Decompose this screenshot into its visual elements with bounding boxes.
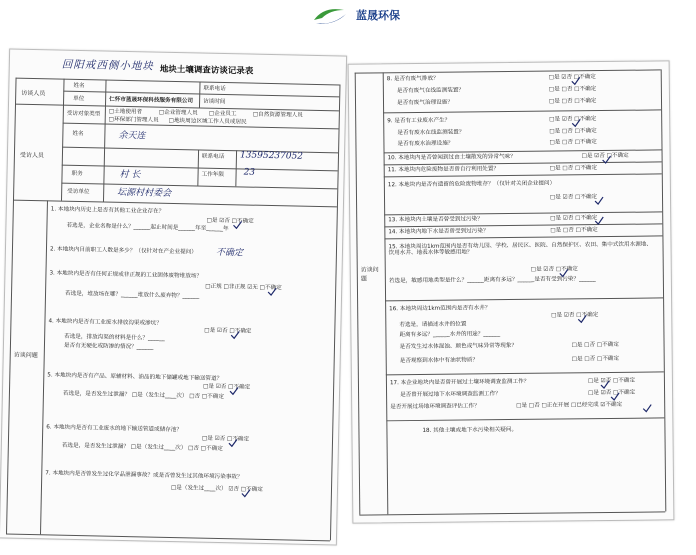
q8-text: 8. 是否有废气排放？: [386, 75, 439, 83]
q16-options[interactable]: □是 ☑否 □不确定: [551, 312, 599, 319]
contact2-label: 联系电话: [201, 153, 225, 161]
type-option-resource-admin[interactable]: □自然资源管理人员: [252, 111, 303, 119]
q6-options[interactable]: □是 ☑否 □不确定: [201, 435, 250, 443]
checkmark-icon: [594, 190, 604, 199]
checkmark-icon: [642, 398, 652, 407]
unit-value: 仁怀市蓝晟环保科技服务有限公司: [109, 96, 194, 105]
time-label: 访谈时间: [203, 98, 226, 106]
q9b-options[interactable]: □是 □否 □不确定: [549, 139, 597, 146]
checkmark-icon: [602, 149, 612, 158]
q5-sub: 若选是，是否发生过泄漏？ □是（发生过____次） □否 □不确定: [62, 390, 225, 401]
type-option-env-admin[interactable]: □环保部门管理人员: [108, 116, 159, 124]
q4-text: 4. 本地块内是否有工业废水排放沟渠或渗坑？: [48, 318, 162, 327]
type-option-manager[interactable]: □企业管理人员: [158, 109, 198, 117]
q1-options[interactable]: □是 ☑否 □不确定: [206, 217, 254, 225]
q13-text: 13. 本地块内土壤是否曾受到过污染？: [388, 216, 483, 224]
q3-text: 3. 本地块内是否有任何正规或非正规的工业固体废物堆放场？: [49, 270, 203, 280]
q9b-text: 是否有废水治理设施？: [397, 140, 454, 148]
q9-options[interactable]: □是 ☑否 □不确定: [549, 116, 597, 123]
q17b-options[interactable]: □是 □否 □正在开展 □已经完成 ☑不确定: [516, 401, 623, 409]
position-hw: 村 长: [119, 169, 141, 181]
checkmark-icon: [559, 262, 569, 271]
q5-options[interactable]: □是 ☑否 □不确定: [203, 383, 251, 391]
q13-options[interactable]: □是 ☑否 □不确定: [550, 215, 598, 222]
checkmark-icon: [571, 70, 581, 79]
q8a-options[interactable]: □是 □否 □不确定: [548, 86, 597, 93]
q10-text: 10. 本地块内是否曾闻到过由土壤散发的异常气味？: [387, 153, 516, 162]
q4-sub1: 若选是，排放沟渠的材料是什么？______: [64, 333, 165, 342]
company-logo: [310, 4, 400, 26]
interviewee-type-label: 受访对象类型: [66, 110, 101, 118]
q12-text: 12. 本地块内是否有遗留的危险废物堆存？（仅针对关闭企业提问）: [387, 180, 556, 189]
q17a-text: 是否曾开展过地下水环境调查监测工作？: [400, 391, 501, 399]
work-years-hw: 23: [243, 167, 256, 178]
q14-options[interactable]: □是 □否 □不确定: [550, 227, 598, 234]
q4-options[interactable]: □是 ☑否 □不确定: [204, 327, 252, 335]
checkmark-icon: [230, 324, 240, 333]
q16-sub4: 是否观察到水体中有油状物质？: [399, 357, 479, 365]
q6-text: 6. 本地块内是否有工业废水的地下输送管道或储存池？: [46, 424, 183, 434]
checkmark-icon: [241, 482, 251, 491]
q16-sub1: 若选是，请描述水井的位置: [399, 321, 467, 329]
q9a-options[interactable]: □是 □否 □不确定: [549, 128, 597, 135]
interviewee-name-hw: 余天连: [118, 130, 146, 142]
checkmark-icon: [228, 432, 238, 441]
type-option-resident[interactable]: □地块周边区域工作人员或居民: [168, 117, 247, 126]
q7-text: 7. 本地块内是否曾发生过化学品泄漏事故？或是否曾发生过其他环境污染事故？: [45, 470, 243, 481]
unit-label: 单位: [73, 95, 85, 103]
checkmark-icon: [267, 281, 277, 290]
questions-label: 访谈问题: [360, 266, 379, 283]
checkmark-icon: [571, 112, 581, 121]
q8-options[interactable]: □是 ☑否 □不确定: [548, 74, 596, 81]
q7-options[interactable]: □是（发生过____次） ☑否 □不确定: [170, 485, 263, 493]
q16-text: 16. 本地块周边1km范围内是否有水井？: [389, 305, 491, 313]
interviewer-label: 访谈人员: [21, 89, 46, 98]
q8b-options[interactable]: □是 □否 □不确定: [548, 98, 597, 105]
contact-label: 联系电话: [203, 85, 226, 93]
q8b-text: 是否有废气治理设施？: [396, 99, 453, 107]
q5-text: 5. 本地块内是否有产品、原辅材料、油品的地下储罐或地下输送管道？: [47, 372, 223, 383]
logo-swoosh-icon: [310, 4, 350, 26]
q17a-options[interactable]: □是 ☑否 □不确定: [588, 389, 636, 397]
left-interview-sheet: [0, 49, 347, 546]
q16-sub3: 是否发生过水体混浊、颜色或气味异常等现象？: [399, 342, 518, 351]
q12-options[interactable]: □是 ☑否 □不确定: [549, 194, 598, 201]
q1-text: 1. 本地块内历史上是否有其他工业企业存在？: [50, 206, 165, 215]
checkmark-icon: [594, 210, 604, 219]
checkmark-icon: [229, 380, 239, 389]
checkmark-icon: [233, 214, 243, 223]
q15-options[interactable]: □是 ☑否 □不确定: [530, 266, 578, 273]
interviewee-name-label: 姓名: [72, 130, 84, 138]
checkmark-icon: [600, 374, 610, 383]
q16-sub4-options[interactable]: □是 □否 □不确定: [571, 355, 620, 363]
work-years-label: 工作年限: [201, 171, 225, 179]
right-interview-sheet: [348, 60, 675, 523]
q14-text: 14. 本地块内地下水是否曾受到过污染？: [388, 228, 489, 236]
interviewee-label: 受访人员: [19, 151, 45, 160]
q11-options[interactable]: □是 □否 □不确定: [549, 165, 598, 172]
sheet-title: 地块土壤调查访谈记录表: [159, 64, 254, 77]
q4-sub2: 是否有无硬化或防渗的情况？______: [63, 342, 154, 351]
q16-sub2: 距离有多远？______水井的用途？______: [399, 331, 501, 339]
visit-unit-hw: 坛源村村委会: [117, 187, 172, 199]
position-label: 职务: [71, 170, 83, 178]
q6-sub: 若选是，是否发生过泄漏？ □是（发生过____次） □否 □不确定: [61, 442, 223, 453]
q10-options[interactable]: □是 ☑否 □不确定: [581, 152, 629, 160]
q8a-text: 是否有废气在线监测装置？: [396, 87, 465, 95]
phone-hw: 13595237052: [239, 150, 304, 162]
checkmark-icon: [610, 386, 620, 395]
type-option-employee[interactable]: □企业员工: [208, 110, 237, 118]
q2-hw: 不确定: [215, 247, 244, 259]
name-label: 姓名: [73, 82, 85, 90]
visit-unit-label: 受访单位: [67, 188, 90, 196]
q3-sub: 若选是，堆放场在哪？______堆放什么废弃物？______: [64, 290, 200, 300]
q17-options[interactable]: □是 ☑否 □不确定: [587, 377, 636, 385]
q11-text: 11. 本地块内危险废物是否曾自行利用处置？: [387, 166, 500, 174]
q17b-text: 是否开展过场地环境调查评估工作？: [390, 403, 480, 411]
q15-text: 15. 本地块周边1km范围内是否有幼儿园、学校、居民区、医院、自然保护区、农田、集中式饮用水源地、饮用水井、地表水体等敏感用地？: [388, 241, 653, 257]
q3-options[interactable]: □正规 □非正规 ☑无 □不确定: [205, 283, 282, 292]
q1-sub: 若选是，企业名称是什么？______起止时间是______年至______年: [66, 222, 229, 233]
q15-sub: 若选是，敏感用地类型是什么？______距离有多远？______是否有受到污染？______: [388, 276, 596, 285]
q2-text: 2. 本地块内目前职工人数是多少？（仅针对在产企业提问）: [49, 246, 197, 256]
questions-label: 访谈问题: [13, 351, 38, 360]
type-option-land-user[interactable]: □土地使用者: [108, 108, 143, 116]
title-handwritten: 回阳戒西侧小地块: [61, 58, 154, 73]
company-name: 蓝晟环保: [356, 9, 400, 22]
q17-text: 17. 本企业地块内是否曾开展过土壤环境调查监测工作？: [389, 378, 530, 387]
checkmark-icon: [577, 308, 587, 317]
q16-sub3-options[interactable]: □是 □否 □不确定: [571, 341, 619, 349]
q9a-text: 是否有废水在线监测装置？: [397, 129, 465, 137]
q9-text: 9. 是否有工业废水产生？: [387, 117, 451, 125]
q18-text: 18. 其他土壤或地下水污染相关疑问。: [422, 426, 518, 434]
